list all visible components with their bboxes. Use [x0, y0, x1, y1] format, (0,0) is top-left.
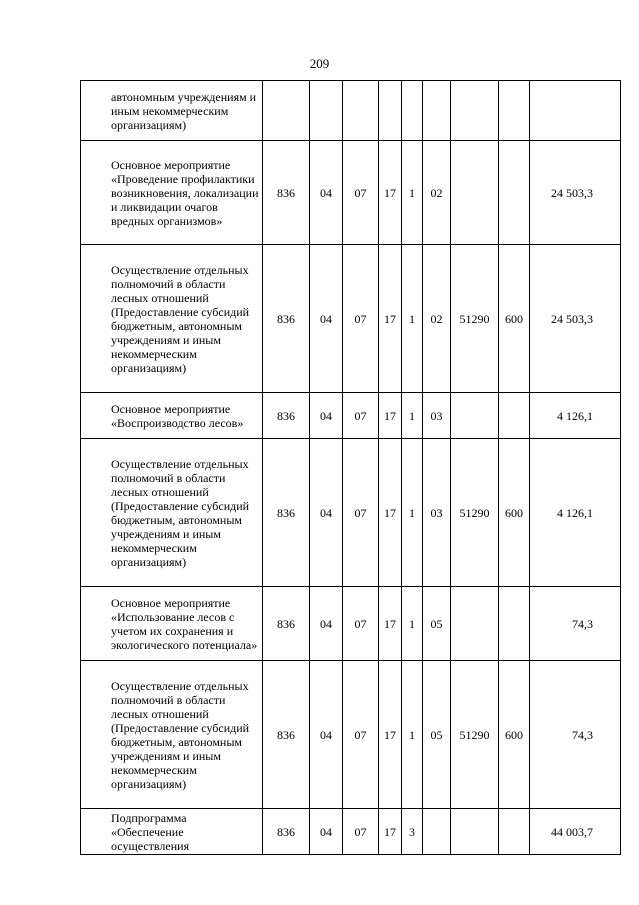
code-cell: 600 [499, 439, 530, 587]
code-cell: 07 [343, 587, 379, 661]
code-cell: 17 [379, 141, 402, 245]
code-cell: 05 [423, 661, 451, 809]
code-cell: 1 [402, 245, 423, 393]
code-cell: 51290 [451, 439, 499, 587]
code-cell: 04 [310, 439, 343, 587]
code-cell [379, 81, 402, 141]
row-name: Основное мероприятие «Воспроизводство лесов» [81, 393, 263, 439]
row-name: Подпрограмма «Обеспечение осуществления [81, 809, 263, 855]
row-name: автономным учреждениям и иным некоммерческим организациям) [81, 81, 263, 141]
amount-cell: 24 503,3 [530, 141, 621, 245]
code-cell: 836 [263, 439, 310, 587]
row-name: Осуществление отдельных полномочий в области лесных отношений (Предоставление субсидий бюджетным, автономным учреждениям и иным некоммерческим организациям) [81, 661, 263, 809]
code-cell: 1 [402, 439, 423, 587]
amount-cell: 24 503,3 [530, 245, 621, 393]
code-cell: 04 [310, 245, 343, 393]
code-cell: 17 [379, 393, 402, 439]
code-cell [451, 141, 499, 245]
code-cell: 1 [402, 141, 423, 245]
code-cell: 836 [263, 587, 310, 661]
table-row [81, 661, 621, 809]
code-cell [499, 81, 530, 141]
table-row [81, 245, 621, 393]
code-cell [423, 809, 451, 855]
code-cell: 836 [263, 245, 310, 393]
row-name: Основное мероприятие «Использование лесов с учетом их сохранения и экологического потенциала» [81, 587, 263, 661]
code-cell: 17 [379, 439, 402, 587]
code-cell: 51290 [451, 245, 499, 393]
page-number: 209 [309, 56, 330, 71]
code-cell: 1 [402, 587, 423, 661]
code-cell: 51290 [451, 661, 499, 809]
code-cell: 02 [423, 245, 451, 393]
table-row [81, 439, 621, 587]
amount-cell [530, 81, 621, 141]
code-cell: 600 [499, 661, 530, 809]
code-cell: 17 [379, 587, 402, 661]
table-row [81, 587, 621, 661]
code-cell [343, 81, 379, 141]
code-cell [499, 809, 530, 855]
code-cell [451, 393, 499, 439]
code-cell: 04 [310, 809, 343, 855]
code-cell: 02 [423, 141, 451, 245]
table-row [81, 81, 621, 141]
code-cell: 07 [343, 661, 379, 809]
code-cell: 07 [343, 809, 379, 855]
row-name: Осуществление отдельных полномочий в области лесных отношений (Предоставление субсидий бюджетным, автономным учреждениям и иным некоммерческим организациям) [81, 245, 263, 393]
code-cell: 07 [343, 245, 379, 393]
code-cell [499, 587, 530, 661]
code-cell: 17 [379, 245, 402, 393]
amount-cell: 4 126,1 [530, 439, 621, 587]
code-cell [451, 587, 499, 661]
amount-cell: 4 126,1 [530, 393, 621, 439]
table-row [81, 393, 621, 439]
budget-table [80, 80, 621, 855]
code-cell [451, 809, 499, 855]
amount-cell: 74,3 [530, 661, 621, 809]
code-cell: 03 [423, 393, 451, 439]
code-cell [499, 393, 530, 439]
code-cell: 1 [402, 661, 423, 809]
code-cell [451, 81, 499, 141]
code-cell: 03 [423, 439, 451, 587]
code-cell: 836 [263, 661, 310, 809]
code-cell: 600 [499, 245, 530, 393]
code-cell: 836 [263, 141, 310, 245]
code-cell: 04 [310, 393, 343, 439]
amount-cell: 74,3 [530, 587, 621, 661]
code-cell [310, 81, 343, 141]
code-cell [499, 141, 530, 245]
code-cell: 3 [402, 809, 423, 855]
code-cell: 1 [402, 393, 423, 439]
amount-cell: 44 003,7 [530, 809, 621, 855]
code-cell: 836 [263, 809, 310, 855]
code-cell [423, 81, 451, 141]
row-name: Основное мероприятие «Проведение профилактики возникновения, локализации и ликвидации очагов вредных организмов» [81, 141, 263, 245]
code-cell: 17 [379, 661, 402, 809]
code-cell: 836 [263, 393, 310, 439]
code-cell: 04 [310, 141, 343, 245]
code-cell: 04 [310, 661, 343, 809]
code-cell: 07 [343, 141, 379, 245]
code-cell [402, 81, 423, 141]
table-row [81, 809, 621, 855]
code-cell: 04 [310, 587, 343, 661]
row-name: Осуществление отдельных полномочий в области лесных отношений (Предоставление субсидий бюджетным, автономным учреждениям и иным некоммерческим организациям) [81, 439, 263, 587]
code-cell [263, 81, 310, 141]
code-cell: 17 [379, 809, 402, 855]
table-row [81, 141, 621, 245]
code-cell: 07 [343, 393, 379, 439]
code-cell: 07 [343, 439, 379, 587]
code-cell: 05 [423, 587, 451, 661]
